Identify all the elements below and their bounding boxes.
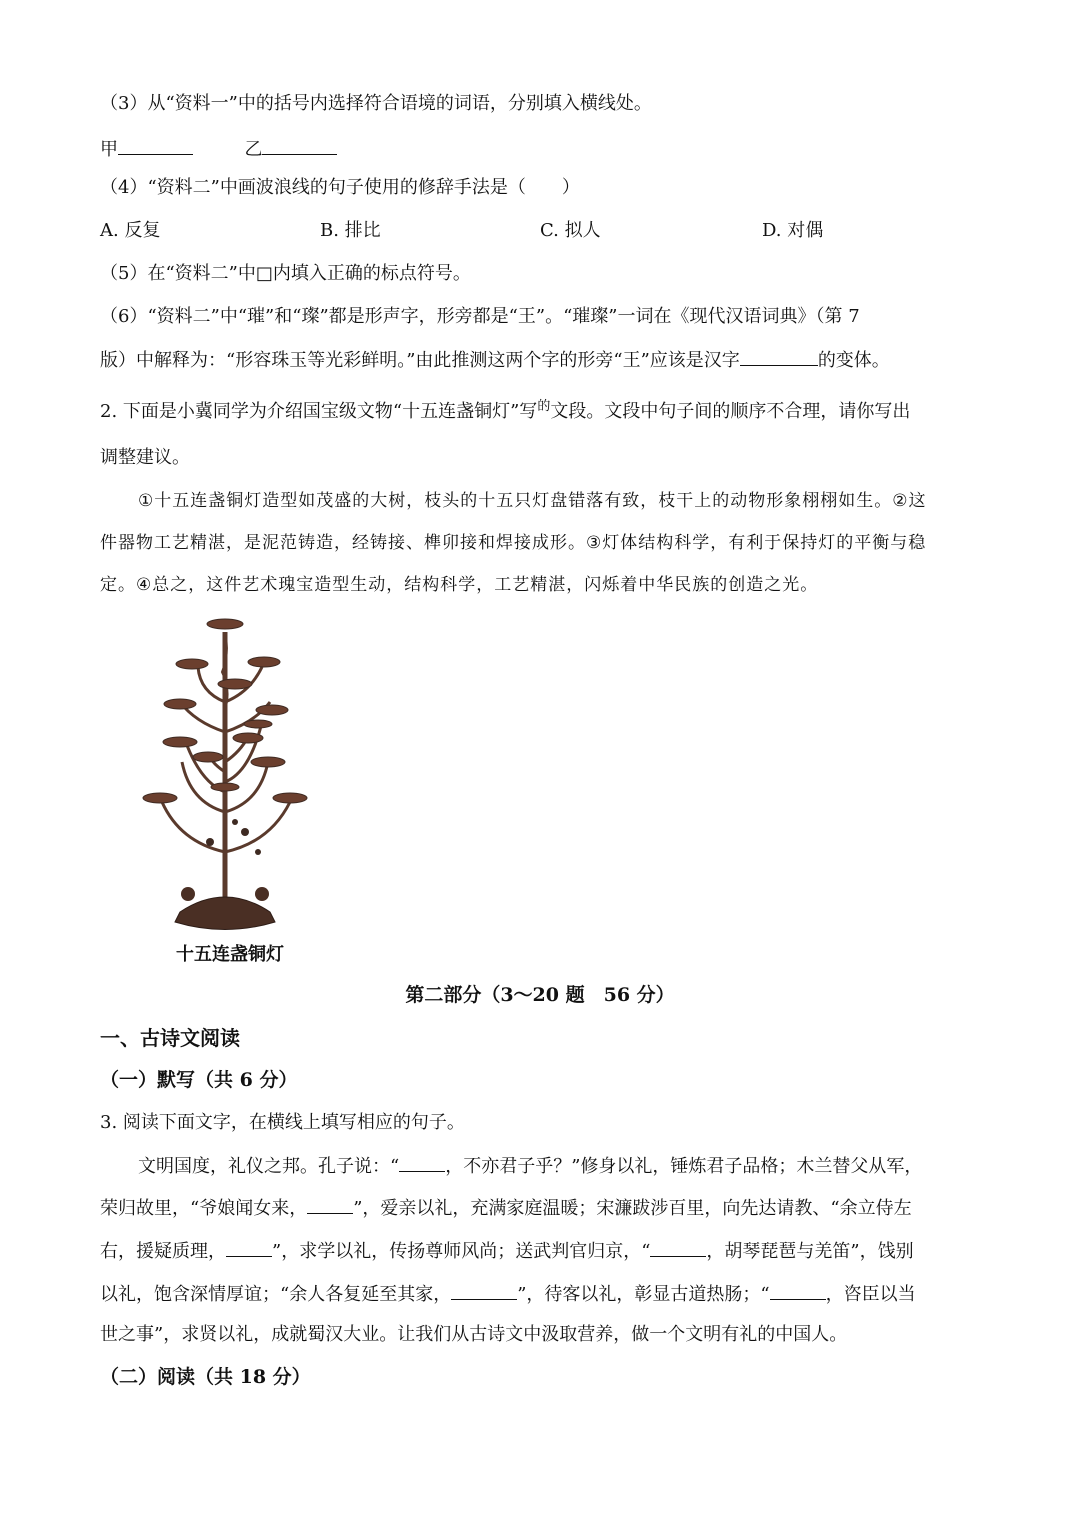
q3-prompt: 3. 阅读下面文字，在横线上填写相应的句子。 [100,1112,465,1133]
label-yi: 乙 [244,139,263,160]
q1-item3: （3）从“资料一”中的括号内选择符合语境的词语，分别填入横线处。 [100,93,652,114]
q3-t3b: ”，求学以礼，传扬尊师风尚；送武判官归京，“ [272,1241,651,1262]
blank-jia[interactable] [118,136,193,155]
q3-t3a: 右，援疑质理， [100,1241,226,1262]
q1-item5: （5）在“资料二”中□内填入正确的标点符号。 [100,263,471,284]
q2-passage-line1: ①十五连盏铜灯造型如茂盛的大树，枝头的十五只灯盘错落有致，枝干上的动物形象栩栩如生。②这 [138,491,927,511]
blank-2[interactable] [307,1195,353,1214]
bronze-lamp-image [140,612,310,934]
q2-superscript: 的 [537,399,551,414]
subsection-dictation: （一）默写（共 6 分） [100,1069,298,1091]
option-c[interactable]: C. 拟人 [540,220,601,241]
option-d[interactable]: D. 对偶 [762,220,824,241]
q3-text-line1 [138,1153,922,1179]
subsection-reading: （二）阅读（共 18 分） [100,1366,311,1388]
blank-1[interactable] [399,1153,445,1172]
q3-t3c: ，胡琴琵琶与羌笛”，饯别 [706,1241,914,1262]
q2-passage-line3: 定。④总之，这件艺术瑰宝造型生动，结构科学，工艺精湛，闪烁着中华民族的创造之光。 [100,575,819,595]
q3-t2a: 荣归故里，“爷娘闻女来， [100,1198,308,1219]
blank-6[interactable] [770,1281,826,1300]
blank-radical[interactable] [740,347,818,366]
blank-yi[interactable] [262,136,337,155]
q3-text-line5: 世之事”，求贤以礼，成就蜀汉大业。让我们从古诗文中汲取营养，做一个文明有礼的中国人。 [100,1324,848,1345]
blank-3[interactable] [226,1238,272,1257]
lamp-caption: 十五连盏铜灯 [176,944,284,965]
q2-text-b: 文段。文段中句子间的顺序不合理，请你写出 [550,401,911,422]
q1-item6-line2 [100,347,890,373]
q3-t4c: ，咨臣以当 [825,1284,916,1305]
option-a[interactable]: A. 反复 [100,220,161,241]
label-jia: 甲 [100,139,118,160]
part2-title: 第二部分（3～20 题 56 分） [405,984,675,1006]
q3-t1b: ，不亦君子乎？”修身以礼，锤炼君子品格；木兰替父从军， [445,1156,923,1177]
q3-t4a: 以礼，饱含深情厚谊；“余人各复延至其家， [100,1284,452,1305]
q2-line2: 调整建议。 [100,447,190,468]
option-b[interactable]: B. 排比 [320,220,381,241]
blank-4[interactable] [650,1238,706,1257]
q3-t1a: 文明国度，礼仪之邦。孔子说：“ [138,1156,400,1177]
q3-text-line3 [100,1238,914,1264]
q1-blanks-row [100,136,337,162]
q3-text-line4 [100,1281,916,1307]
q1-item6-text: 版）中解释为：“形容珠玉等光彩鲜明。”由此推测这两个字的形旁“王”应该是汉字 [100,350,740,371]
q1-item6-tail: 的变体。 [817,350,890,371]
q2-text-a: 2. 下面是小冀同学为介绍国宝级文物“十五连盏铜灯”写 [100,401,538,422]
q1-item4: （4）“资料二”中画波浪线的句子使用的修辞手法是（ ） [100,177,580,198]
q2-line1 [100,400,910,426]
q3-t2b: ”，爱亲以礼，充满家庭温暖；宋濂跋涉百里，向先达请教、“余立侍左 [353,1198,912,1219]
q3-t4b: ”，待客以礼，彰显古道热肠；“ [517,1284,770,1305]
q1-item6-line1: （6）“资料二”中“璀”和“璨”都是形声字，形旁都是“王”。“璀璨”一词在《现代汉语词典》（第 7 [100,306,860,327]
blank-5[interactable] [451,1281,517,1300]
q3-text-line2 [100,1195,912,1221]
q2-passage-line2: 件器物工艺精湛，是泥范铸造，经铸接、榫卯接和焊接成形。③灯体结构科学，有利于保持灯的平衡与稳 [100,533,927,553]
section-ancient-poetry: 一、古诗文阅读 [100,1026,240,1050]
